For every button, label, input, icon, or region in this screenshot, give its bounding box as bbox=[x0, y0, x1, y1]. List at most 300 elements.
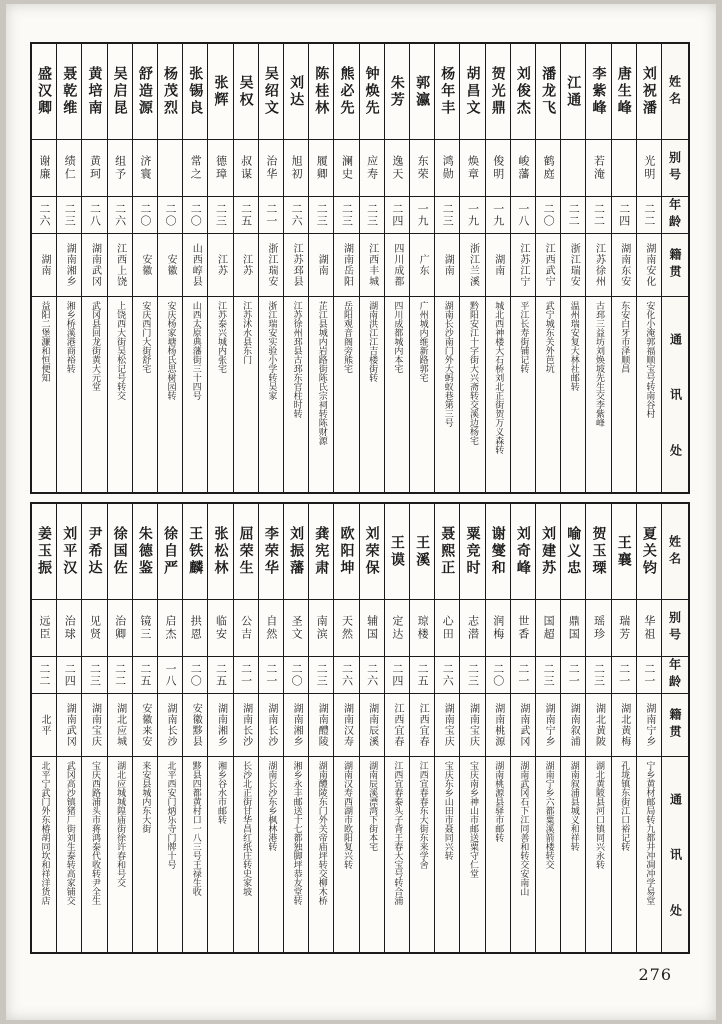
cell-address: 武冈高沙镇猪厂街刘生泰转高家铺交 bbox=[64, 761, 75, 905]
cell-native: 湖南 bbox=[32, 234, 56, 297]
entry-column bbox=[510, 504, 535, 952]
cell-age: 二一 bbox=[637, 657, 661, 694]
entry-column bbox=[81, 504, 106, 952]
cell-alias: 履卿 bbox=[309, 140, 333, 197]
cell-native: 广东 bbox=[410, 234, 434, 297]
row-header-column bbox=[661, 44, 688, 492]
cell-native: 安徽黟县 bbox=[183, 694, 207, 757]
cell-native: 江苏江宁 bbox=[511, 234, 535, 297]
cell-address: 湖南洪江江吉楼街转 bbox=[367, 301, 378, 382]
entry-column bbox=[308, 44, 333, 492]
cell-native: 湖北黄陂 bbox=[586, 694, 610, 757]
entry-column bbox=[409, 504, 434, 952]
entry-column bbox=[132, 44, 157, 492]
entry-column bbox=[485, 504, 510, 952]
cell-age: 二四 bbox=[612, 197, 636, 234]
cell-alias: 定达 bbox=[385, 600, 409, 657]
cell-native: 江西宜春 bbox=[385, 694, 409, 757]
cell-age: 二八 bbox=[82, 197, 106, 234]
header-name-label: 姓名 bbox=[662, 504, 688, 600]
entry-column bbox=[32, 44, 56, 492]
cell-age: 二三 bbox=[82, 657, 106, 694]
cell-name: 潘龙飞 bbox=[536, 44, 560, 140]
cell-address: 江西宜春春东大街东来学舍 bbox=[417, 761, 428, 869]
cell-age: 二二 bbox=[561, 197, 585, 234]
cell-name: 郭瀛 bbox=[410, 44, 434, 140]
cell-address: 湖南长沙东乡枫林港转 bbox=[266, 761, 277, 851]
cell-address: 黔阳安江十字街大兴斋转交溪边杨宅 bbox=[467, 301, 478, 445]
cell-name: 杨年丰 bbox=[435, 44, 459, 140]
entry-column bbox=[611, 44, 636, 492]
cell-alias: 镜三 bbox=[133, 600, 157, 657]
cell-alias: 国超 bbox=[536, 600, 560, 657]
cell-alias: 鸿勋 bbox=[435, 140, 459, 197]
entry-column bbox=[207, 504, 232, 952]
cell-name: 李荣华 bbox=[259, 504, 283, 600]
cell-name: 熊必先 bbox=[334, 44, 358, 140]
cell-age: 二三 bbox=[208, 197, 232, 234]
cell-address: 湖南宁乡六都粟溪箭楼转交 bbox=[543, 761, 554, 869]
cell-alias: 圣文 bbox=[284, 600, 308, 657]
entry-column bbox=[409, 44, 434, 492]
entry-column bbox=[434, 44, 459, 492]
cell-address: 北平宁武门外东椿胡同坎和祥洋货店 bbox=[39, 761, 50, 905]
cell-native: 湖北应城 bbox=[108, 694, 132, 757]
cell-name: 徐国佐 bbox=[108, 504, 132, 600]
cell-native: 江苏徐州 bbox=[586, 234, 610, 297]
cell-age: 二三 bbox=[309, 197, 333, 234]
cell-name: 欧阳坤 bbox=[334, 504, 358, 600]
cell-age: 二〇 bbox=[183, 197, 207, 234]
cell-native: 浙江兰溪 bbox=[460, 234, 484, 297]
cell-address: 城北西神楼大石桥刘北正街贺万义森转 bbox=[493, 301, 504, 454]
cell-alias: 临安 bbox=[208, 600, 232, 657]
cell-age: 二〇 bbox=[284, 657, 308, 694]
cell-alias: 焕章 bbox=[460, 140, 484, 197]
cell-age: 二〇 bbox=[183, 657, 207, 694]
cell-native: 浙江瑞安 bbox=[561, 234, 585, 297]
cell-age: 二二 bbox=[637, 197, 661, 234]
cell-address: 宁乡黄材邮局转九都井冲凋冲学易堂 bbox=[644, 761, 655, 905]
entry-column bbox=[535, 504, 560, 952]
cell-alias: 启杰 bbox=[158, 600, 182, 657]
entry-column bbox=[459, 44, 484, 492]
cell-alias: 绩仁 bbox=[57, 140, 81, 197]
cell-name: 屈荣生 bbox=[234, 504, 258, 600]
cell-alias: 若淹 bbox=[586, 140, 610, 197]
cell-name: 黄培南 bbox=[82, 44, 106, 140]
cell-alias: 瑶珍 bbox=[586, 600, 610, 657]
entry-column bbox=[359, 504, 384, 952]
cell-alias: 谢廉 bbox=[32, 140, 56, 197]
entry-column bbox=[56, 504, 81, 952]
cell-address: 湖南长沙南门外大蚂蚁巷第三号 bbox=[442, 301, 453, 427]
entry-column bbox=[233, 44, 258, 492]
cell-address: 宝庆东乡山田市聂同兴转 bbox=[442, 761, 453, 860]
cell-alias: 常之 bbox=[183, 140, 207, 197]
cell-alias: 治球 bbox=[57, 600, 81, 657]
cell-age: 二六 bbox=[284, 197, 308, 234]
cell-address: 宝庆南乡神山市邮送粟守仁堂 bbox=[467, 761, 478, 878]
cell-alias: 逸天 bbox=[385, 140, 409, 197]
cell-alias: 瑞芳 bbox=[612, 600, 636, 657]
cell-name: 唐生峰 bbox=[612, 44, 636, 140]
cell-alias: 自然 bbox=[259, 600, 283, 657]
cell-alias: 润梅 bbox=[486, 600, 510, 657]
cell-address: 四川成都城内本宅 bbox=[392, 301, 403, 373]
header-alias-label: 别号 bbox=[662, 140, 688, 197]
cell-native: 北平 bbox=[32, 694, 56, 757]
entry-column bbox=[636, 504, 661, 952]
cell-native: 湖南 bbox=[486, 234, 510, 297]
cell-native: 湖南醴陵 bbox=[309, 694, 333, 757]
cell-address: 平江长寿街铺记转 bbox=[518, 301, 529, 373]
cell-name: 张锡良 bbox=[183, 44, 207, 140]
cell-name: 刘奇峰 bbox=[511, 504, 535, 600]
cell-alias: 济寰 bbox=[133, 140, 157, 197]
cell-address: 湖南叙浦县城义和祥转 bbox=[568, 761, 579, 851]
entry-column bbox=[157, 504, 182, 952]
cell-name: 夏关钧 bbox=[637, 504, 661, 600]
cell-native: 湖南东安 bbox=[612, 234, 636, 297]
cell-name: 刘振藩 bbox=[284, 504, 308, 600]
cell-age: 二四 bbox=[57, 657, 81, 694]
cell-alias: 德璋 bbox=[208, 140, 232, 197]
cell-native: 山西崞县 bbox=[183, 234, 207, 297]
cell-address: 长沙北正街甘华昌红纸庄转史家坡 bbox=[241, 761, 252, 896]
cell-name: 喻义忠 bbox=[561, 504, 585, 600]
entry-column bbox=[107, 504, 132, 952]
cell-address: 芷江县城内岩路街陈氏宗祠转陈财源 bbox=[316, 301, 327, 445]
cell-native: 江苏 bbox=[234, 234, 258, 297]
cell-native: 湖南叙浦 bbox=[561, 694, 585, 757]
cell-age: 二〇 bbox=[133, 197, 157, 234]
header-age-label: 年龄 bbox=[662, 657, 688, 694]
cell-native: 四川成都 bbox=[385, 234, 409, 297]
cell-native: 湖南宁乡 bbox=[536, 694, 560, 757]
cell-name: 王谟 bbox=[385, 504, 409, 600]
row-header-column bbox=[661, 504, 688, 952]
cell-native: 湖南安化 bbox=[637, 234, 661, 297]
cell-native: 安徽来安 bbox=[133, 694, 157, 757]
entry-column bbox=[560, 504, 585, 952]
cell-native: 湖南湘乡 bbox=[208, 694, 232, 757]
cell-alias: 琼楼 bbox=[410, 600, 434, 657]
entry-column bbox=[81, 44, 106, 492]
cell-alias: 志潜 bbox=[460, 600, 484, 657]
cell-native: 湖南湘乡 bbox=[57, 234, 81, 297]
cell-native: 湖南桃源 bbox=[486, 694, 510, 757]
cell-alias: 光明 bbox=[637, 140, 661, 197]
cell-address: 岳阳观音阁旁熊宅 bbox=[341, 301, 352, 373]
entry-column bbox=[384, 44, 409, 492]
cell-name: 张辉 bbox=[208, 44, 232, 140]
cell-name: 刘俊杰 bbox=[511, 44, 535, 140]
cell-native: 湖南汉寿 bbox=[334, 694, 358, 757]
cell-native: 湖南宝庆 bbox=[460, 694, 484, 757]
cell-age: 二五 bbox=[410, 657, 434, 694]
cell-name: 聂熙正 bbox=[435, 504, 459, 600]
cell-age: 二五 bbox=[208, 657, 232, 694]
cell-native: 湖北黄梅 bbox=[612, 694, 636, 757]
cell-native: 江苏邳县 bbox=[284, 234, 308, 297]
cell-alias: 心田 bbox=[435, 600, 459, 657]
cell-name: 刘荣保 bbox=[360, 504, 384, 600]
cell-address: 山西太原典藩街三十四号 bbox=[190, 301, 201, 400]
cell-native: 江西宜春 bbox=[410, 694, 434, 757]
cell-alias: 组予 bbox=[108, 140, 132, 197]
cell-name: 吴权 bbox=[234, 44, 258, 140]
entry-column bbox=[283, 44, 308, 492]
cell-native: 湖南湘乡 bbox=[284, 694, 308, 757]
cell-name: 盛汉卿 bbox=[32, 44, 56, 140]
cell-age: 二六 bbox=[334, 657, 358, 694]
cell-alias: 公吉 bbox=[234, 600, 258, 657]
cell-address: 湖南武冈石下江同善和转交安南山 bbox=[518, 761, 529, 896]
cell-age: 二四 bbox=[385, 197, 409, 234]
cell-native: 湖南宝庆 bbox=[435, 694, 459, 757]
header-address-label: 通 讯 处 bbox=[668, 792, 683, 917]
cell-address: 宝庆西路浦头市蒋鸿泰代收转尹全生 bbox=[89, 761, 100, 905]
cell-alias: 华祖 bbox=[637, 600, 661, 657]
entry-column bbox=[333, 44, 358, 492]
entry-column bbox=[459, 504, 484, 952]
cell-name: 刘建苏 bbox=[536, 504, 560, 600]
cell-alias: 应寿 bbox=[360, 140, 384, 197]
cell-age: 二六 bbox=[108, 197, 132, 234]
entry-column bbox=[485, 44, 510, 492]
cell-alias: 东荣 bbox=[410, 140, 434, 197]
cell-native: 湖南 bbox=[435, 234, 459, 297]
cell-native: 湖南武冈 bbox=[511, 694, 535, 757]
cell-age: 一八 bbox=[511, 197, 535, 234]
header-native-label: 籍贯 bbox=[662, 694, 688, 757]
directory-table-bottom bbox=[30, 502, 690, 954]
cell-name: 聂乾维 bbox=[57, 44, 81, 140]
entry-column bbox=[32, 504, 56, 952]
cell-name: 贺光鼎 bbox=[486, 44, 510, 140]
entry-column bbox=[636, 44, 661, 492]
cell-age: 二二 bbox=[108, 657, 132, 694]
entry-column bbox=[258, 504, 283, 952]
cell-name: 胡昌文 bbox=[460, 44, 484, 140]
entry-column bbox=[283, 504, 308, 952]
entry-column bbox=[384, 504, 409, 952]
cell-alias: 治卿 bbox=[108, 600, 132, 657]
cell-name: 钟焕先 bbox=[360, 44, 384, 140]
cell-age: 二六 bbox=[435, 657, 459, 694]
cell-alias: 鹤庭 bbox=[536, 140, 560, 197]
directory-content bbox=[30, 42, 690, 954]
cell-age: 一九 bbox=[410, 197, 434, 234]
cell-address: 温州瑞安复大林社邮转 bbox=[568, 301, 579, 391]
header-name-label: 姓名 bbox=[662, 44, 688, 140]
cell-native: 湖南长沙 bbox=[158, 694, 182, 757]
cell-native: 江西上饶 bbox=[108, 234, 132, 297]
cell-age: 二五 bbox=[234, 197, 258, 234]
cell-alias: 俊明 bbox=[486, 140, 510, 197]
cell-alias: 澜史 bbox=[334, 140, 358, 197]
cell-native: 湖南武冈 bbox=[57, 694, 81, 757]
cell-name: 刘祝潘 bbox=[637, 44, 661, 140]
cell-age: 二一 bbox=[234, 657, 258, 694]
entry-column bbox=[359, 44, 384, 492]
cell-address: 江苏沭水县东门 bbox=[241, 301, 252, 364]
header-age-label: 年龄 bbox=[662, 197, 688, 234]
entry-column bbox=[132, 504, 157, 952]
cell-name: 姜玉振 bbox=[32, 504, 56, 600]
page-number: 276 bbox=[638, 965, 672, 984]
entry-column bbox=[233, 504, 258, 952]
cell-age: 一九 bbox=[460, 197, 484, 234]
cell-native: 安徽 bbox=[133, 234, 157, 297]
scanned-page bbox=[6, 4, 716, 1020]
cell-age: 二二 bbox=[586, 197, 610, 234]
cell-age: 二〇 bbox=[486, 657, 510, 694]
cell-address: 孔垅镇东街江口裕记转 bbox=[619, 761, 630, 851]
cell-age: 二三 bbox=[435, 197, 459, 234]
cell-address: 北平西安门炳乐寺门牌十号 bbox=[165, 761, 176, 869]
cell-alias: 南滨 bbox=[309, 600, 333, 657]
cell-name: 谢燮和 bbox=[486, 504, 510, 600]
cell-age: 一八 bbox=[158, 657, 182, 694]
cell-age: 二六 bbox=[360, 657, 384, 694]
cell-age: 二一 bbox=[511, 657, 535, 694]
cell-alias: 拱恩 bbox=[183, 600, 207, 657]
cell-alias: 远臣 bbox=[32, 600, 56, 657]
cell-native: 湖南辰溪 bbox=[360, 694, 384, 757]
cell-age: 二二 bbox=[32, 657, 56, 694]
cell-address: 来安县城内东大街 bbox=[140, 761, 151, 833]
cell-age: 二〇 bbox=[158, 197, 182, 234]
cell-address: 湘乡桥溪港商裕转 bbox=[64, 301, 75, 373]
cell-address: 安化小淹郭福顺宝号转南谷村 bbox=[644, 301, 655, 418]
cell-name: 舒造源 bbox=[133, 44, 157, 140]
entry-column bbox=[535, 44, 560, 492]
cell-address: 广州城内维新路郭宅 bbox=[417, 301, 428, 382]
entry-column bbox=[333, 504, 358, 952]
cell-name: 王溪 bbox=[410, 504, 434, 600]
cell-name: 王襄 bbox=[612, 504, 636, 600]
cell-name: 李紫峰 bbox=[586, 44, 610, 140]
cell-alias: 鼎国 bbox=[561, 600, 585, 657]
cell-name: 王铁麟 bbox=[183, 504, 207, 600]
cell-address: 江西宜春泰头子背王春大宝号转合浦 bbox=[392, 761, 403, 905]
cell-name: 刘平汉 bbox=[57, 504, 81, 600]
cell-alias: 黄珂 bbox=[82, 140, 106, 197]
cell-alias: 天然 bbox=[334, 600, 358, 657]
cell-age: 二三 bbox=[360, 197, 384, 234]
cell-address: 湖北应城城隍庙街徐许春和号交 bbox=[115, 761, 126, 887]
cell-age: 二三 bbox=[586, 657, 610, 694]
entry-column bbox=[611, 504, 636, 952]
entry-column bbox=[585, 504, 610, 952]
cell-age: 二三 bbox=[309, 657, 333, 694]
entry-column bbox=[434, 504, 459, 952]
cell-name: 朱德鉴 bbox=[133, 504, 157, 600]
cell-name: 贺玉瑮 bbox=[586, 504, 610, 600]
cell-native: 湖南 bbox=[309, 234, 333, 297]
cell-alias bbox=[612, 140, 636, 197]
cell-address: 湖南汉寿西湖市欧阳复兴转 bbox=[341, 761, 352, 869]
entry-column bbox=[56, 44, 81, 492]
cell-native: 江西武宁 bbox=[536, 234, 560, 297]
cell-age: 二一 bbox=[561, 657, 585, 694]
cell-address: 湖南醴陵东门外关帝庙坪转交柳木桥 bbox=[316, 761, 327, 905]
entry-column bbox=[182, 44, 207, 492]
cell-name: 吴绍文 bbox=[259, 44, 283, 140]
cell-alias bbox=[561, 140, 585, 197]
cell-address: 湘乡谷水市邮转 bbox=[215, 761, 226, 824]
cell-address: 湖南桃源县驿市邮转 bbox=[493, 761, 504, 842]
cell-age: 二四 bbox=[385, 657, 409, 694]
cell-address: 武冈县回龙街黄大元堂 bbox=[89, 301, 100, 391]
entry-column bbox=[107, 44, 132, 492]
cell-alias: 治华 bbox=[259, 140, 283, 197]
cell-native: 湖南宝庆 bbox=[82, 694, 106, 757]
cell-age: 二一 bbox=[259, 197, 283, 234]
cell-address: 东安白牙市泽顺昌 bbox=[619, 301, 630, 373]
cell-address: 黟县四都黄村口一八三号王禄生收 bbox=[190, 761, 201, 896]
cell-address: 上饶西大街吴松记号转交 bbox=[115, 301, 126, 400]
cell-alias: 旭初 bbox=[284, 140, 308, 197]
directory-table-top bbox=[30, 42, 690, 494]
cell-name: 粟竞时 bbox=[460, 504, 484, 600]
cell-age: 二三 bbox=[460, 657, 484, 694]
cell-name: 吴启昆 bbox=[108, 44, 132, 140]
cell-name: 杨茂烈 bbox=[158, 44, 182, 140]
cell-address: 浙江瑞安实验小学转吴家 bbox=[266, 301, 277, 400]
cell-age: 二一 bbox=[612, 657, 636, 694]
cell-age: 一九 bbox=[486, 197, 510, 234]
header-address-label: 通 讯 处 bbox=[668, 332, 683, 457]
cell-alias: 世香 bbox=[511, 600, 535, 657]
cell-name: 龚宪肃 bbox=[309, 504, 333, 600]
header-native-label: 籍贯 bbox=[662, 234, 688, 297]
cell-native: 江苏 bbox=[208, 234, 232, 297]
cell-native: 湖南长沙 bbox=[234, 694, 258, 757]
cell-address: 武宁城东关外芭坑 bbox=[543, 301, 554, 373]
cell-alias: 叔谋 bbox=[234, 140, 258, 197]
cell-alias bbox=[158, 140, 182, 197]
cell-age: 二一 bbox=[259, 657, 283, 694]
cell-alias: 峻藩 bbox=[511, 140, 535, 197]
cell-alias: 辅国 bbox=[360, 600, 384, 657]
cell-age: 二〇 bbox=[536, 197, 560, 234]
cell-address: 湖南辰溪漂湾下街本宅 bbox=[367, 761, 378, 851]
cell-name: 江通 bbox=[561, 44, 585, 140]
cell-native: 浙江瑞安 bbox=[259, 234, 283, 297]
entry-column bbox=[560, 44, 585, 492]
cell-age: 二六 bbox=[32, 197, 56, 234]
cell-address: 江苏泰兴城内张宅 bbox=[215, 301, 226, 373]
cell-name: 张松林 bbox=[208, 504, 232, 600]
cell-alias: 见贤 bbox=[82, 600, 106, 657]
cell-name: 刘达 bbox=[284, 44, 308, 140]
cell-address: 安庆杨家塘杨氏思树园转 bbox=[165, 301, 176, 400]
header-alias-label: 别号 bbox=[662, 600, 688, 657]
cell-age: 二三 bbox=[536, 657, 560, 694]
cell-address: 江苏徐州邳县古邳东官柱时转 bbox=[291, 301, 302, 418]
entry-column bbox=[157, 44, 182, 492]
cell-native: 湖南宁乡 bbox=[637, 694, 661, 757]
cell-native: 江西丰城 bbox=[360, 234, 384, 297]
cell-native: 湖南武冈 bbox=[82, 234, 106, 297]
cell-address: 益阳二堡濂和恒便知 bbox=[39, 301, 50, 382]
cell-age: 二五 bbox=[133, 657, 157, 694]
cell-name: 朱芳 bbox=[385, 44, 409, 140]
cell-address: 湘乡永丰邮送十七都独脚坪恭友堂转 bbox=[291, 761, 302, 905]
